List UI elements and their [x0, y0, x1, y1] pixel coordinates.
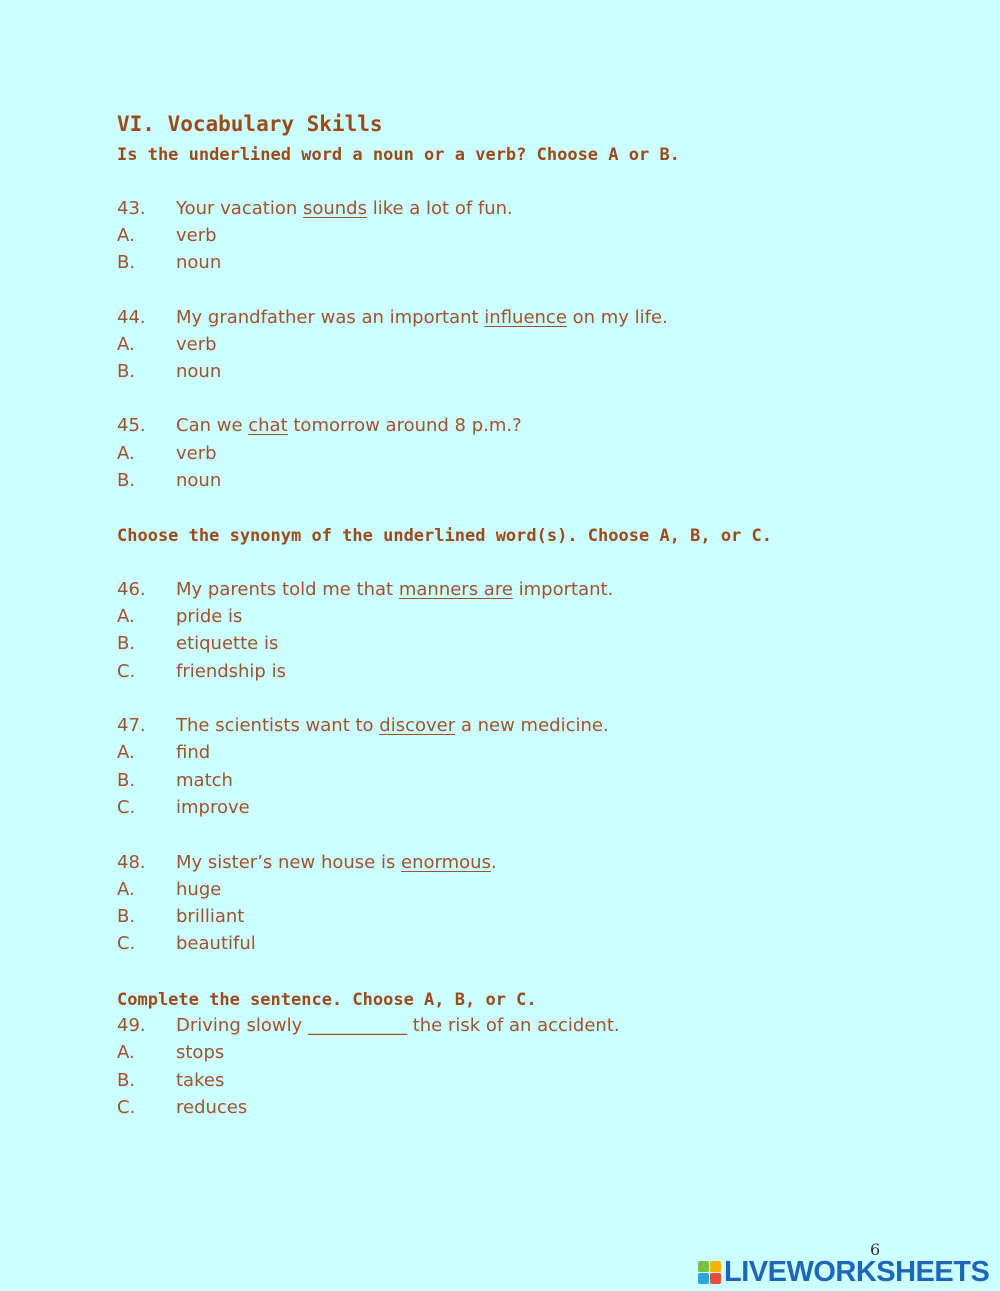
- option-44-a[interactable]: A. verb: [117, 334, 217, 355]
- option-47-b[interactable]: B. match: [117, 770, 233, 791]
- option-48-b[interactable]: B. brilliant: [117, 906, 245, 927]
- question-43: 43. Your vacation sounds like a lot of fun.: [117, 198, 513, 219]
- answer-blank[interactable]: ___________: [307, 1015, 407, 1036]
- page-number: 6: [870, 1240, 881, 1259]
- question-number: 45.: [117, 415, 146, 436]
- question-number: 49.: [117, 1015, 146, 1036]
- question-44: 44. My grandfather was an important influence on my life.: [117, 307, 668, 328]
- liveworksheets-logo: [698, 1256, 989, 1289]
- option-43-a[interactable]: A. verb: [117, 225, 217, 246]
- option-46-a[interactable]: A. pride is: [117, 606, 243, 627]
- section-title: VI. Vocabulary Skills: [117, 112, 383, 136]
- question-49: 49. Driving slowly ___________ the risk of an accident.: [117, 1015, 620, 1036]
- option-44-b[interactable]: B. noun: [117, 361, 222, 382]
- question-46: 46. My parents told me that manners are important.: [117, 579, 614, 600]
- option-49-a[interactable]: A. stops: [117, 1042, 225, 1063]
- option-49-b[interactable]: B. takes: [117, 1070, 225, 1091]
- option-46-b[interactable]: B. etiquette is: [117, 633, 279, 654]
- question-number: 48.: [117, 852, 146, 873]
- question-47: 47. The scientists want to discover a new medicine.: [117, 715, 609, 736]
- underlined-word: enormous: [401, 852, 491, 873]
- question-number: 43.: [117, 198, 146, 219]
- option-48-a[interactable]: A. huge: [117, 879, 222, 900]
- option-47-a[interactable]: A. find: [117, 742, 211, 763]
- underlined-word: influence: [484, 307, 567, 328]
- question-number: 46.: [117, 579, 146, 600]
- logo-text: LIVEWORKSHEETS: [724, 1256, 990, 1288]
- question-number: 44.: [117, 307, 146, 328]
- option-47-c[interactable]: C. improve: [117, 797, 250, 818]
- option-45-b[interactable]: B. noun: [117, 470, 222, 491]
- question-number: 47.: [117, 715, 146, 736]
- question-45: 45. Can we chat tomorrow around 8 p.m.?: [117, 415, 522, 436]
- option-49-c[interactable]: C. reduces: [117, 1097, 248, 1118]
- underlined-word: sounds: [302, 198, 367, 219]
- underlined-word: manners are: [398, 579, 513, 600]
- instruction-noun-verb: Is the underlined word a noun or a verb? Choose A or B.: [117, 145, 680, 165]
- option-43-b[interactable]: B. noun: [117, 252, 222, 273]
- option-45-a[interactable]: A. verb: [117, 443, 217, 464]
- instruction-synonym: Choose the synonym of the underlined word(s). Choose A, B, or C.: [117, 526, 773, 546]
- underlined-word: chat: [248, 415, 288, 436]
- underlined-word: discover: [379, 715, 456, 736]
- question-48: 48. My sister’s new house is enormous.: [117, 852, 497, 873]
- instruction-complete: Complete the sentence. Choose A, B, or C.: [117, 990, 537, 1010]
- option-48-c[interactable]: C. beautiful: [117, 933, 256, 954]
- option-46-c[interactable]: C. friendship is: [117, 661, 286, 682]
- liveworksheets-logo-icon: [698, 1261, 721, 1284]
